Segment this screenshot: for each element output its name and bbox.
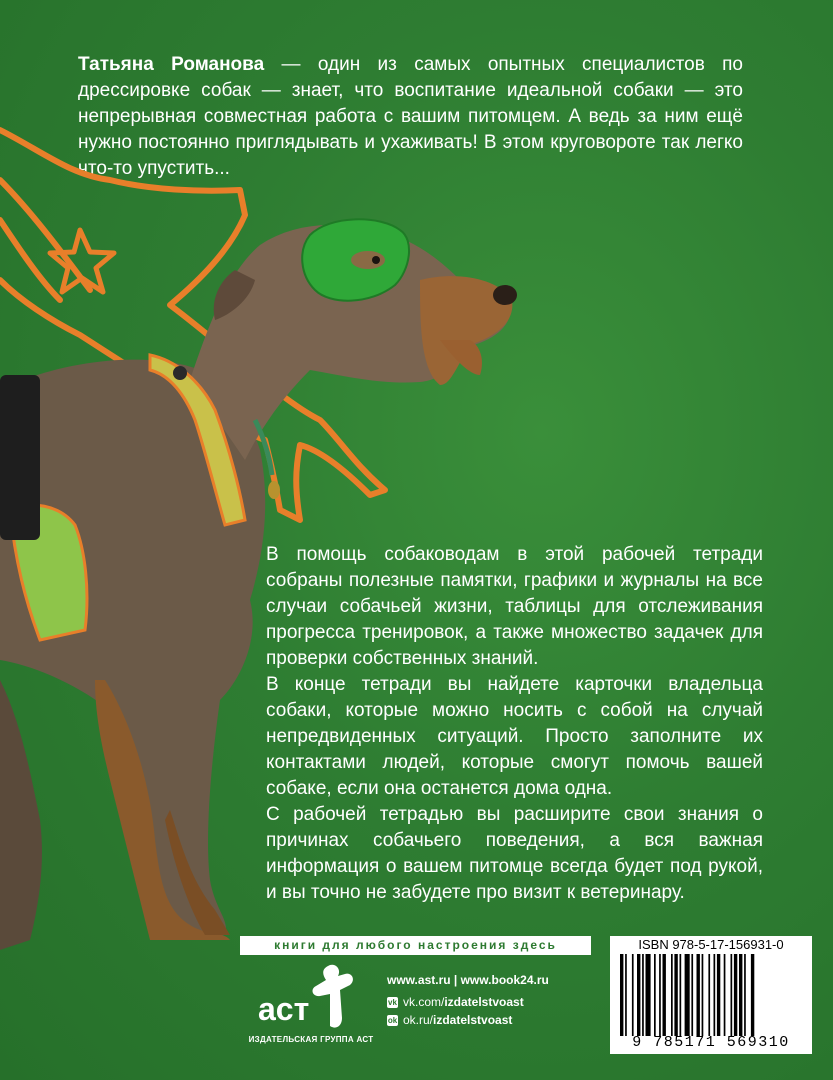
barcode-bar: [734, 954, 737, 1036]
description-paragraph: В помощь собаководам в этой рабочей тетради собраны полезные памятки, графики и журналы на все случаи собачьей жизни, таблицы для отслеживания прогресса тренировок, а также множество задачек для проверки собственных знаний.: [266, 544, 763, 669]
dog-eye: [372, 256, 380, 264]
barcode-bars: [614, 954, 808, 1036]
barcode-bar: [685, 954, 690, 1036]
ok-link[interactable]: [387, 1013, 512, 1027]
ok-icon: ok: [387, 1015, 398, 1025]
description-paragraph: В конце тетради вы найдете карточки владельца собаки, которые можно носить с собой на случай непредвиденных ситуаций. Просто заполните их контактами людей, которые смогут помочь вашей собаке, если она останется дома одна.: [266, 674, 763, 799]
collar-tag: [268, 481, 280, 499]
vk-link[interactable]: [387, 995, 524, 1009]
barcode-bar: [674, 954, 677, 1036]
dog-hind-leg: [0, 680, 42, 950]
barcode-bar: [632, 954, 634, 1036]
logo-caption: ИЗДАТЕЛЬСКАЯ ГРУППА АСТ: [248, 1035, 374, 1044]
tagline-banner: книги для любого настроения здесь: [240, 936, 591, 955]
harness-buckle-strap: [0, 375, 40, 540]
barcode-bar: [697, 954, 700, 1036]
logo-figure: [313, 965, 353, 1028]
description-paragraph: С рабочей тетрадью вы расширите свои знания о причинах собачьего поведения, а вся важная информация о вашем питомце всегда будет под рукой, и вы точно не забудете про визит к ветеринару.: [266, 804, 763, 903]
barcode-bar: [625, 954, 627, 1036]
barcode-bar: [744, 954, 746, 1036]
barcode-bar: [642, 954, 644, 1036]
barcode-bar: [646, 954, 651, 1036]
barcode-bar: [708, 954, 710, 1036]
barcode-bar: [717, 954, 720, 1036]
barcode-bar: [663, 954, 666, 1036]
ok-handle: izdatelstvoast: [433, 1013, 513, 1027]
vk-prefix: vk.com/: [403, 995, 445, 1009]
harness-badge: [173, 366, 187, 380]
barcode-bar: [724, 954, 726, 1036]
logo-text: аст: [258, 991, 310, 1027]
barcode-bar: [671, 954, 673, 1036]
barcode-panel: [610, 936, 812, 1054]
barcode-bar: [691, 954, 693, 1036]
barcode-bar: [680, 954, 682, 1036]
dog-nose: [493, 285, 517, 305]
author-name: Татьяна Романова: [78, 54, 265, 75]
vk-icon: vk: [388, 997, 397, 1007]
vk-handle: izdatelstvoast: [444, 995, 524, 1009]
barcode-bar: [751, 954, 754, 1036]
isbn-text: ISBN 978-5-17-156931-0: [638, 937, 784, 952]
barcode-bar: [714, 954, 716, 1036]
barcode-bar: [620, 954, 623, 1036]
barcode-number: 9 785171 569310: [632, 1034, 790, 1051]
barcode-bar: [702, 954, 704, 1036]
barcode-bar: [731, 954, 733, 1036]
barcode-bar: [659, 954, 661, 1036]
barcode-bar: [739, 954, 742, 1036]
website-links[interactable]: www.ast.ru | www.book24.ru: [387, 973, 549, 987]
description-text: [266, 542, 763, 906]
barcode-bar: [637, 954, 640, 1036]
ok-prefix: ok.ru/: [403, 1013, 434, 1027]
intro-text: — один из самых опытных специалистов по дрессировке собак — знает, что воспитание идеальной собаки — это непрерывная совместная работа с вашим питомцем. А ведь за ним ещё нужно постоянно приглядывать и ухаживать! В этом круговороте так легко что-то упустить...: [78, 54, 743, 179]
barcode-bar: [654, 954, 656, 1036]
